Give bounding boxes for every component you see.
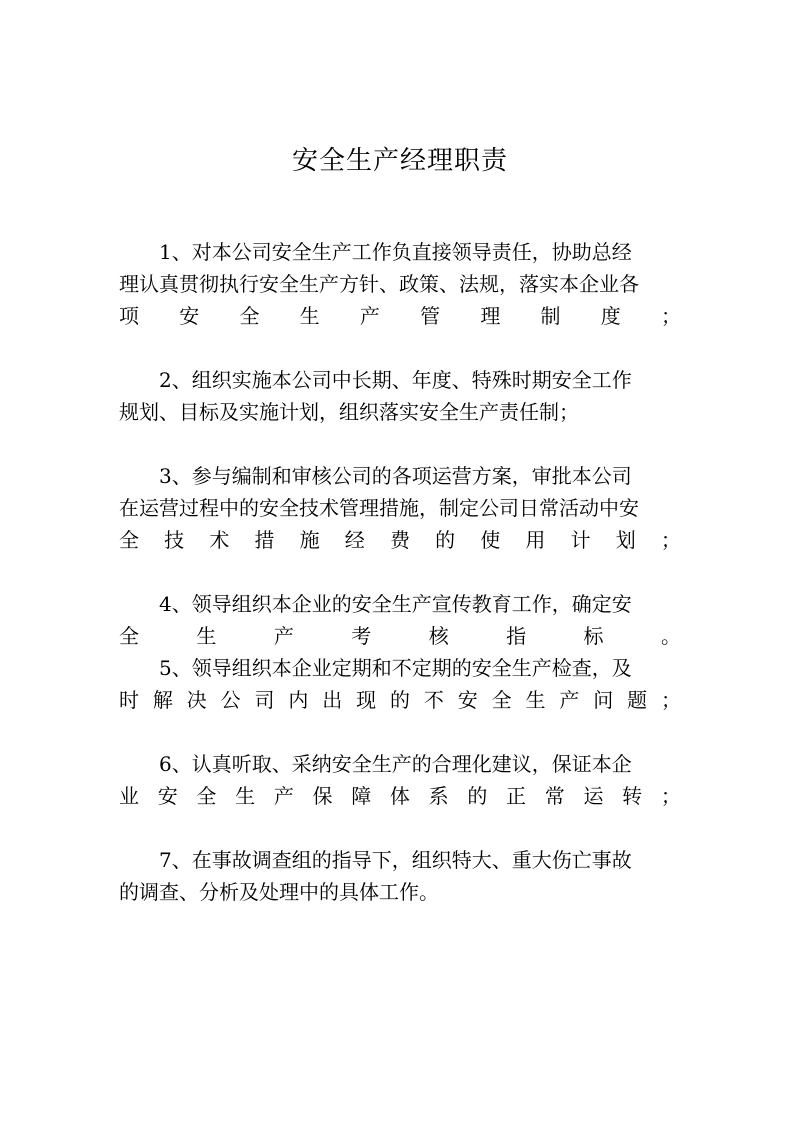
paragraph-line: 在运营过程中的安全技术管理措施，制定公司日常活动中安 [119,496,639,520]
spread-character: 考 [351,624,372,648]
spread-character: 全 [239,304,260,328]
spread-character: 内 [288,688,309,712]
paragraph-line: 的调查、分析及处理中的具体工作。 [119,880,439,904]
paragraph-spread-line [119,524,681,556]
spread-character: 度 [600,304,621,328]
spread-character: 保 [312,784,333,808]
paragraph-line: 6、认真听取、采纳安全生产的合理化建议，保证本企 [159,752,632,776]
spread-character: 时 [119,688,139,712]
spread-character: 理 [480,304,501,328]
spread-character: 费 [389,528,410,552]
paragraph-line: 1、对本公司安全生产工作负直接领导责任，协助总经 [159,240,632,264]
spread-character: 生 [299,304,320,328]
spread-character: ； [660,784,681,808]
spread-character: 决 [186,688,207,712]
document-body [119,236,681,908]
paragraph-6 [119,748,681,812]
spread-character: ； [661,688,681,712]
spread-character: ； [660,528,681,552]
spread-character: 司 [254,688,275,712]
spread-character: 系 [428,784,449,808]
paragraph-line: 3、参与编制和审核公司的各项运营方案，审批本公司 [159,464,632,488]
paragraph-7 [119,844,681,908]
paragraph-spread-line [119,780,681,812]
spread-character: 项 [119,304,139,328]
spread-character: 安 [457,688,478,712]
paragraph-spread-line [119,620,681,652]
spread-character: 的 [467,784,488,808]
spread-character: 安 [179,304,200,328]
spread-character: 用 [525,528,546,552]
document-title: 安全生产经理职责 [291,146,508,176]
paragraph-5 [119,652,681,716]
paragraph-2 [119,364,681,428]
spread-character: 的 [390,688,410,712]
spread-character: 转 [622,784,643,808]
spread-character: 产 [273,784,294,808]
spread-character: 全 [119,624,139,648]
spread-character: 问 [593,688,614,712]
spread-character: 出 [322,688,343,712]
spread-character: 术 [209,528,230,552]
spread-character: 安 [157,784,178,808]
spread-character: 产 [559,688,580,712]
spread-character: 标 [583,624,604,648]
spread-character: 生 [525,688,546,712]
spread-character: 。 [660,624,681,648]
spread-character: 全 [119,528,139,552]
spread-character: 施 [299,528,320,552]
spread-character: 公 [220,688,241,712]
paragraph-line: 2、组织实施本公司中长期、年度、特殊时期安全工作 [159,368,632,392]
paragraph-spread-line [119,684,681,716]
spread-character: 核 [428,624,449,648]
spread-character: 正 [506,784,527,808]
spread-character: 障 [351,784,372,808]
spread-character: 运 [583,784,604,808]
spread-character: 计 [570,528,591,552]
paragraph-line: 7、在事故调查组的指导下，组织特大、重大伤亡事故 [159,848,632,872]
spread-character: ； [660,304,681,328]
paragraph-line: 理认真贯彻执行安全生产方针、政策、法规，落实本企业各 [119,272,639,296]
spread-character: 技 [164,528,185,552]
spread-character: 解 [152,688,173,712]
spread-character: 常 [544,784,565,808]
paragraph-line: 5、领导组织本企业定期和不定期的安全生产检查，及 [159,656,632,680]
spread-character: 现 [356,688,377,712]
spread-character: 划 [615,528,636,552]
paragraph-line: 4、领导组织本企业的安全生产宣传教育工作，确定安 [159,592,632,616]
spread-character: 指 [506,624,527,648]
spread-character: 措 [254,528,275,552]
paragraph-1 [119,236,681,332]
spread-character: 题 [627,688,648,712]
spread-character: 产 [273,624,294,648]
spread-character: 生 [235,784,256,808]
spread-character: 生 [196,624,217,648]
spread-character: 体 [389,784,410,808]
spread-character: 经 [344,528,365,552]
spread-character: 业 [119,784,139,808]
spread-character: 产 [359,304,380,328]
paragraph-spread-line [119,300,681,332]
spread-character: 的 [435,528,456,552]
paragraph-line: 规划、目标及实施计划，组织落实安全生产责任制； [119,400,579,424]
spread-character: 全 [491,688,512,712]
paragraph-3 [119,460,681,556]
spread-character: 全 [196,784,217,808]
spread-character: 使 [480,528,501,552]
spread-character: 管 [420,304,441,328]
spread-character: 不 [423,688,444,712]
spread-character: 制 [540,304,561,328]
paragraph-4 [119,588,681,652]
